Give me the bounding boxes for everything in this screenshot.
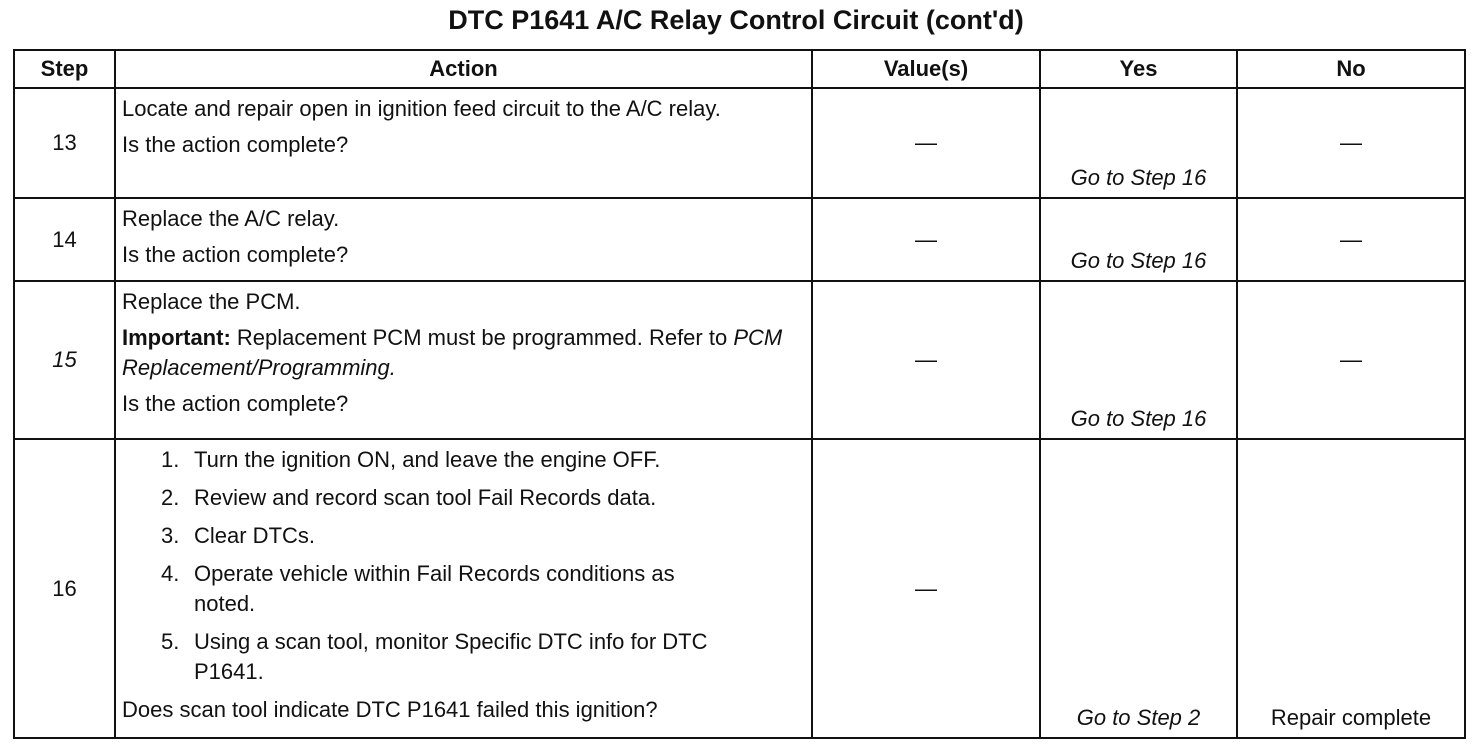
substep-number: 5. — [161, 629, 180, 654]
action-question: Is the action complete? — [122, 242, 349, 267]
step-number: 16 — [14, 439, 115, 738]
value-cell: — — [812, 88, 1040, 198]
action-question: Is the action complete? — [122, 391, 349, 416]
substep-list — [122, 445, 805, 687]
table-row — [14, 439, 1465, 738]
table-row — [14, 198, 1465, 281]
no-cell: — — [1237, 281, 1465, 439]
header-row — [14, 50, 1465, 88]
important-text: Replacement PCM must be programmed. Refer to — [236, 325, 728, 350]
yes-cell: Go to Step 16 — [1040, 198, 1237, 281]
substep-item — [161, 559, 805, 619]
substep-number: 2. — [161, 485, 180, 510]
action-text: Replace the PCM. — [122, 289, 301, 314]
step-number: 15 — [14, 281, 115, 439]
header-values: Value(s) — [812, 50, 1040, 88]
substep-text: Review and record scan tool Fail Records data. — [194, 485, 657, 510]
value-cell: — — [812, 198, 1040, 281]
substep-text: Operate vehicle within Fail Records conditions as noted. — [194, 561, 675, 616]
step-number: 14 — [14, 198, 115, 281]
header-step: Step — [14, 50, 115, 88]
substep-number: 4. — [161, 561, 180, 586]
yes-cell: Go to Step 16 — [1040, 281, 1237, 439]
header-no: No — [1237, 50, 1465, 88]
yes-cell: Go to Step 2 — [1040, 439, 1237, 738]
no-cell: — — [1237, 88, 1465, 198]
action-cell — [115, 439, 812, 738]
substep-text: Using a scan tool, monitor Specific DTC info for DTC P1641. — [194, 629, 708, 684]
page-title: DTC P1641 A/C Relay Control Circuit (cont'd) — [448, 5, 1024, 35]
value-cell: — — [812, 439, 1040, 738]
header-action: Action — [115, 50, 812, 88]
substep-item — [161, 627, 805, 687]
substep-item — [161, 445, 805, 475]
no-cell: — — [1237, 198, 1465, 281]
substep-number: 1. — [161, 447, 180, 472]
step-number: 13 — [14, 88, 115, 198]
action-question: Does scan tool indicate DTC P1641 failed this ignition? — [122, 697, 658, 722]
substep-number: 3. — [161, 523, 180, 548]
table-row — [14, 281, 1465, 439]
action-text: Locate and repair open in ignition feed circuit to the A/C relay. — [122, 96, 721, 121]
action-question: Is the action complete? — [122, 132, 349, 157]
substep-item — [161, 521, 805, 551]
value-cell: — — [812, 281, 1040, 439]
no-cell: Repair complete — [1237, 439, 1465, 738]
yes-cell: Go to Step 16 — [1040, 88, 1237, 198]
action-cell — [115, 198, 812, 281]
diagnostic-table — [13, 49, 1466, 739]
important-label: Important: — [122, 325, 231, 350]
header-yes: Yes — [1040, 50, 1237, 88]
important-note — [122, 323, 805, 383]
substep-text: Clear DTCs. — [194, 523, 316, 548]
action-text: Replace the A/C relay. — [122, 206, 340, 231]
reference-link: PCM Replacement/Programming. — [122, 325, 783, 380]
substep-item — [161, 483, 805, 513]
action-cell — [115, 281, 812, 439]
substep-text: Turn the ignition ON, and leave the engine OFF. — [194, 447, 661, 472]
table-row — [14, 88, 1465, 198]
action-cell — [115, 88, 812, 198]
